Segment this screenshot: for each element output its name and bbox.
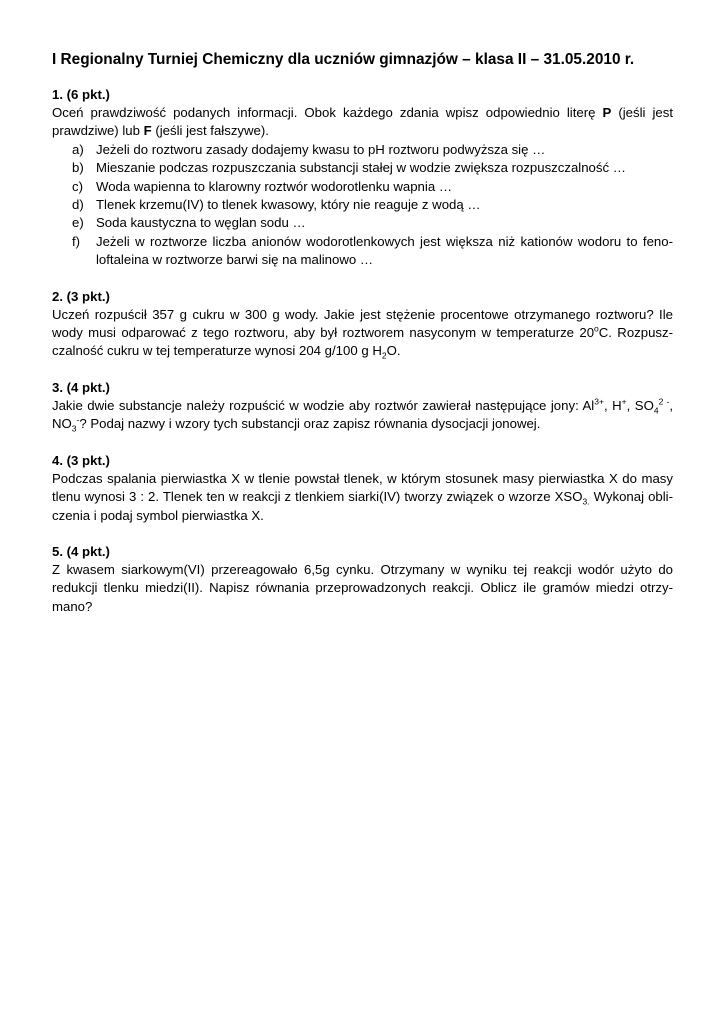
statement-label: b) — [72, 160, 84, 176]
statement-label: f) — [72, 233, 81, 249]
statement-label: e) — [72, 215, 84, 231]
task-3-text-b: , H — [603, 397, 622, 413]
task-3-text-e: ? Podaj nazwy i wzory tych substancji oraz zapisz równania dysocjacji jonowej. — [79, 416, 541, 432]
statement-text: Soda kaustyczna to węglan sodu … — [96, 215, 306, 231]
task-5-text: Z kwasem siarkowym(VI) przereagowało 6,5g cynku. Otrzymany w wyniku tej reakcji wodór użyto do redukcji tlenku miedzi(II). Napisz równania przeprowadzonych reakcji. Oblicz ile gramów miedzi otrzy-mano? — [52, 561, 673, 614]
task-2-text-c: O. — [386, 343, 401, 359]
statement-text: Jeżeli do roztworu zasady dodajemy kwasu to pH roztworu podwyższa się … — [96, 141, 546, 157]
task-1-heading: 1. (6 pkt.) — [52, 87, 110, 102]
task-4-text — [52, 470, 673, 525]
letter-f: F — [143, 123, 152, 139]
task-4-text-b: Wykonaj obli-czenia i podaj symbol pierwiastka X. — [52, 489, 673, 523]
task-1 — [52, 86, 673, 270]
al-charge: 3+ — [594, 396, 604, 407]
so4-charge: 2 - — [658, 396, 670, 407]
statement-text: Tlenek krzemu(IV) to tlenek kwasowy, który nie reaguje z wodą … — [96, 197, 481, 213]
h-charge: + — [621, 396, 627, 407]
water-subscript: 2 — [381, 351, 387, 362]
so4-subscript: 4 — [653, 405, 659, 416]
statement-text: Woda wapienna to klarowny roztwór wodorotlenku wapnia … — [96, 178, 453, 194]
document-page — [52, 50, 673, 634]
task-3-text — [52, 397, 673, 434]
task-4-heading: 4. (3 pkt.) — [52, 452, 110, 468]
statement-text: Jeżeli w roztworze liczba anionów wodorotlenkowych jest większa niż kationów wodoru to feno-loftaleina w roztworze barwi się na malinowo … — [96, 233, 673, 268]
task-3-heading: 3. (4 pkt.) — [52, 379, 110, 395]
task-2-text-a: Uczeń rozpuścił 357 g cukru w 300 g wody. Jakie jest stężenie procentowe otrzymanego roztworu? Ile wody musi odparować z tego roztworu, aby był roztworem nasyconym w temperaturze 20 — [52, 306, 673, 341]
task-2-text — [52, 306, 673, 361]
task-3-text-d: , NO — [52, 397, 674, 432]
statement-label: c) — [72, 178, 83, 194]
no3-subscript: 3 — [71, 423, 77, 434]
task-4 — [52, 452, 673, 525]
task-3 — [52, 379, 673, 434]
task-5-heading: 5. (4 pkt.) — [52, 543, 110, 559]
statement-label: a) — [72, 141, 84, 157]
task-5 — [52, 543, 673, 616]
task-2 — [52, 288, 673, 361]
letter-p: P — [602, 105, 612, 120]
statement-d — [52, 196, 673, 214]
instr-text-3: (jeśli jest fałszywe). — [151, 123, 269, 139]
task-1-instructions — [52, 104, 673, 141]
statement-c — [52, 178, 673, 196]
degree-sign: o — [594, 323, 599, 334]
task-2-heading: 2. (3 pkt.) — [52, 288, 110, 304]
task-3-text-a: Jakie dwie substancje należy rozpuścić w wodzie aby roztwór zawierał następujące jony: Al — [52, 397, 595, 413]
statement-b — [52, 159, 673, 177]
instr-text-1: Oceń prawdziwość podanych informacji. Obok każdego zdania wpisz odpowiednio literę — [52, 105, 603, 120]
instr-text-2: (jeśli jest prawdziwe) lub — [52, 105, 673, 139]
statement-e — [52, 214, 673, 232]
page-title: I Regionalny Turniej Chemiczny dla uczniów gimnazjów – klasa II – 31.05.2010 r. — [52, 51, 635, 68]
xso3-subscript: 3. — [582, 496, 590, 507]
statement-a — [52, 141, 673, 159]
statement-list — [52, 141, 673, 270]
task-3-text-c: , SO — [626, 397, 654, 413]
statement-label: d) — [72, 197, 84, 213]
task-4-text-a: Podczas spalania pierwiastka X w tlenie powstał tlenek, w którym stosunek masy pierwiastka X do masy tlenu wynosi 3 : 2. Tlenek ten w reakcji z tlenkiem siarki(IV) tworzy związek o wzorze XSO — [52, 470, 673, 505]
statement-text: Mieszanie podczas rozpuszczania substancji stałej w wodzie zwiększa rozpuszczalność … — [96, 160, 626, 176]
statement-f — [52, 233, 673, 270]
no3-charge: - — [76, 414, 80, 425]
task-2-text-b: C. Rozpusz-czalność cukru w tej temperaturze wynosi 204 g/100 g H — [52, 325, 673, 359]
